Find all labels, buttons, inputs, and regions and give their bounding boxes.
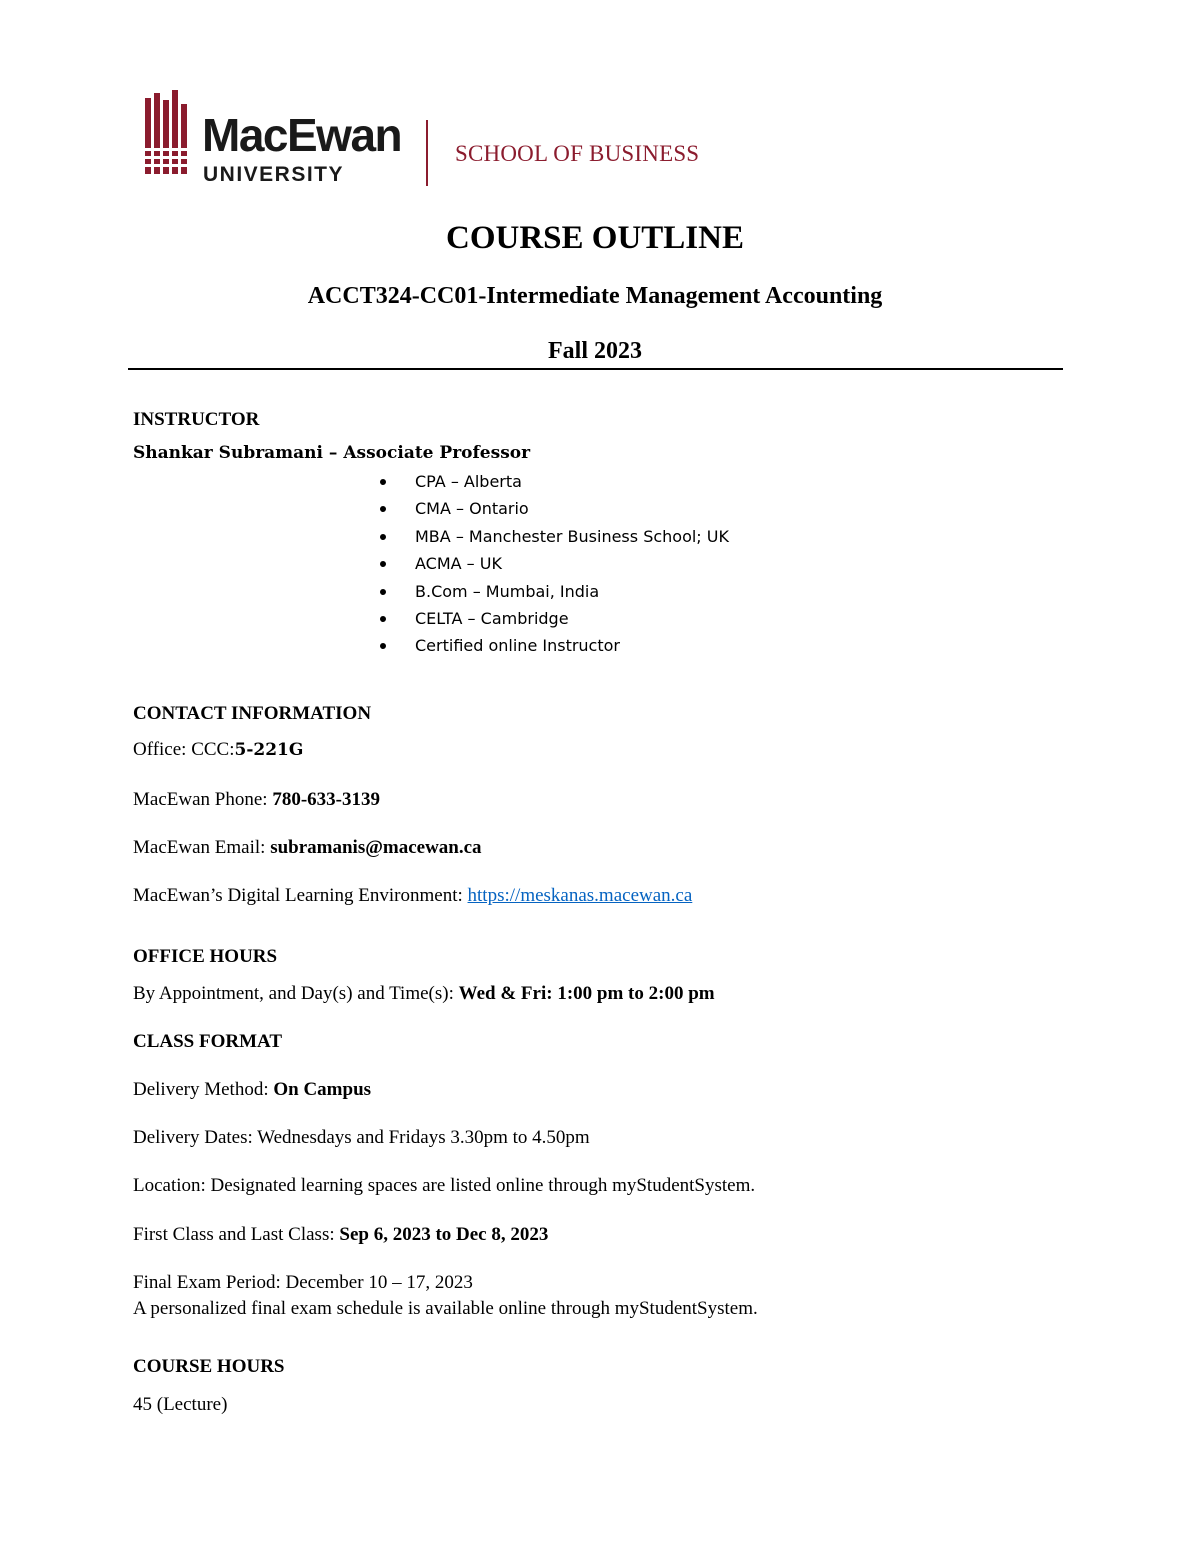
list-item (378, 582, 729, 609)
credential-text: CPA – Alberta (415, 472, 522, 491)
logo-wordmark: MacEwan (202, 109, 402, 161)
bullet-icon (380, 506, 386, 512)
list-item (378, 472, 729, 499)
school-name: SCHOOL OF BUSINESS (455, 141, 700, 166)
dle-link[interactable]: https://meskanas.macewan.ca (467, 885, 693, 906)
bullet-icon (380, 643, 386, 649)
office-hours-value: Wed & Fri: 1:00 pm to 2:00 pm (458, 983, 715, 1004)
title-divider (128, 368, 1063, 370)
location-line: Location: Designated learning spaces are listed online through myStudentSystem. (133, 1175, 756, 1196)
course-title: ACCT324-CC01-Intermediate Management Accounting (307, 283, 883, 309)
list-item (378, 499, 729, 526)
credential-text: CELTA – Cambridge (415, 608, 569, 628)
list-item (378, 609, 729, 636)
delivery-method-value: On Campus (273, 1079, 372, 1100)
credential-text: B.Com – Mumbai, India (415, 581, 600, 601)
course-hours-value: 45 (Lecture) (133, 1394, 228, 1415)
bullet-icon (380, 589, 386, 595)
office-line (133, 740, 303, 759)
delivery-dates-line: Delivery Dates: Wednesdays and Fridays 3.30pm to 4.50pm (133, 1127, 590, 1148)
class-format-heading: CLASS FORMAT (133, 1031, 283, 1052)
macewan-logo-mark-icon (145, 90, 193, 174)
logo-university: UNIVERSITY (203, 163, 345, 186)
office-label: Office: CCC: (133, 739, 235, 760)
dle-label: MacEwan’s Digital Learning Environment: (133, 885, 468, 906)
instructor-heading: INSTRUCTOR (133, 409, 260, 430)
list-item (378, 636, 729, 663)
instructor-name: Shankar Subramani – Associate Professor (133, 443, 531, 463)
office-value: 5-221G (234, 740, 304, 760)
page-title: COURSE OUTLINE (446, 220, 744, 256)
credential-text: ACMA – UK (415, 554, 502, 574)
email-value: subramanis@macewan.ca (270, 837, 482, 858)
course-term: Fall 2023 (548, 338, 642, 364)
contact-heading: CONTACT INFORMATION (133, 703, 372, 724)
delivery-method-label: Delivery Method: (133, 1079, 274, 1100)
macewan-logo (145, 90, 745, 190)
bullet-icon (380, 479, 386, 485)
phone-label: MacEwan Phone: (133, 789, 273, 810)
credential-text: CMA – Ontario (415, 499, 529, 519)
credential-text: Certified online Instructor (415, 636, 620, 656)
delivery-method-line (133, 1080, 371, 1099)
office-hours-line (133, 984, 715, 1003)
bullet-icon (380, 561, 386, 567)
course-hours-heading: COURSE HOURS (133, 1356, 285, 1377)
final-exam-note: A personalized final exam schedule is available online through myStudentSystem. (133, 1298, 758, 1319)
logo-divider (426, 120, 428, 186)
credential-text: MBA – Manchester Business School; UK (415, 526, 729, 546)
phone-line (133, 790, 380, 809)
final-exam-line: Final Exam Period: December 10 – 17, 2023 (133, 1272, 473, 1293)
first-last-class-value: Sep 6, 2023 to Dec 8, 2023 (339, 1224, 549, 1245)
first-last-class-label: First Class and Last Class: (133, 1224, 340, 1245)
bullet-icon (380, 616, 386, 622)
phone-value: 780-633-3139 (272, 789, 380, 810)
list-item (378, 554, 729, 581)
list-item (378, 527, 729, 554)
email-line (133, 838, 482, 857)
office-hours-label: By Appointment, and Day(s) and Time(s): (133, 983, 459, 1004)
credentials-list (378, 472, 729, 664)
email-label: MacEwan Email: (133, 837, 271, 858)
dle-line (133, 886, 692, 905)
bullet-icon (380, 534, 386, 540)
first-last-class-line (133, 1225, 548, 1244)
office-hours-heading: OFFICE HOURS (133, 946, 278, 967)
